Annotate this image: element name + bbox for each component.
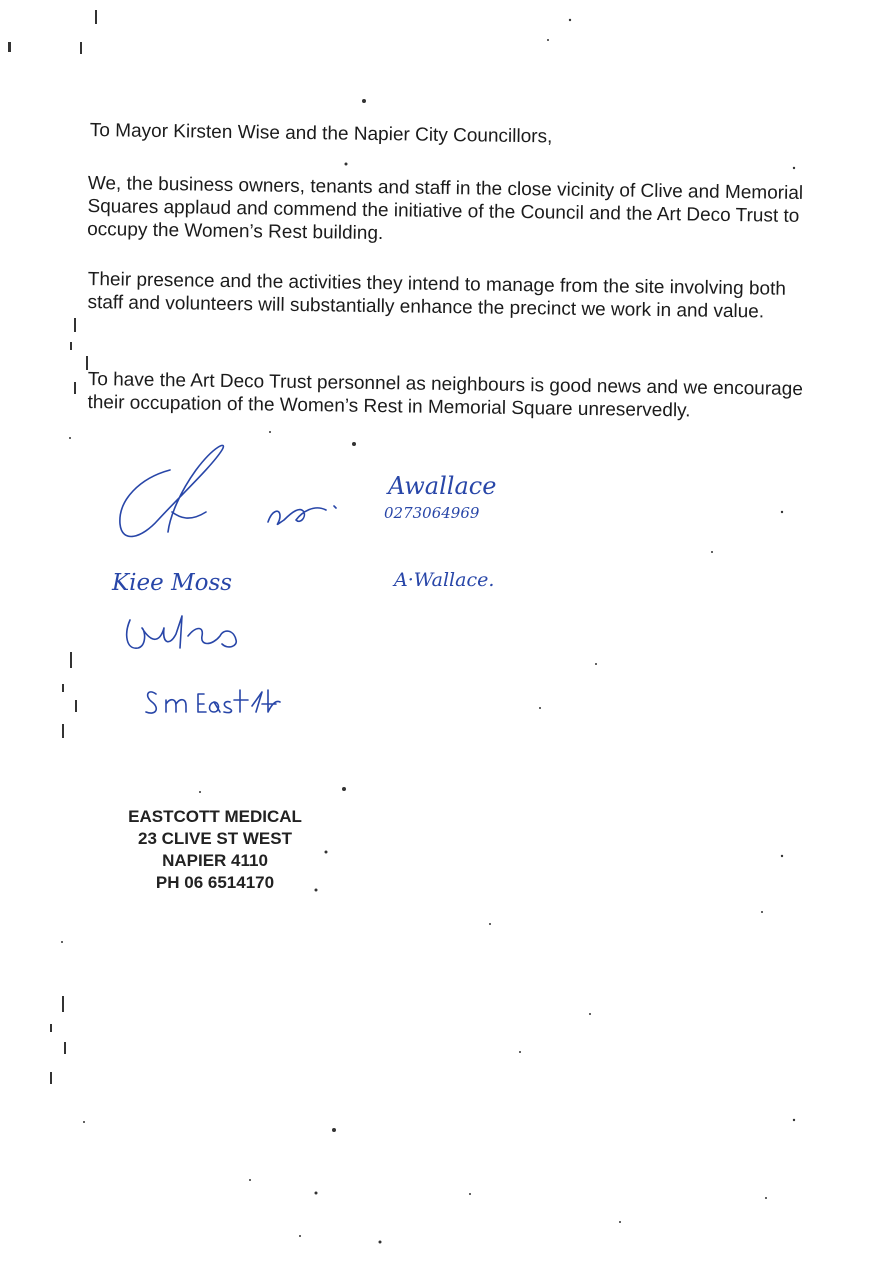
stamp-phone: PH 06 6514170 xyxy=(155,873,275,892)
letter-salutation: To Mayor Kirsten Wise and the Napier City Councillors, xyxy=(89,120,553,148)
signature-initials xyxy=(268,506,336,524)
stamp-company-name: EASTCOTT MEDICAL xyxy=(128,807,302,826)
signature-loop xyxy=(120,445,224,536)
company-stamp xyxy=(100,806,330,894)
signature-moss: Kiee Moss xyxy=(112,570,233,596)
letter-paragraph-2: Their presence and the activities they intend to manage from the site involving both staff and volunteers will substantially enhance the precinct we work in and value. xyxy=(87,268,787,323)
stamp-street: 23 CLIVE ST WEST xyxy=(138,829,292,848)
letter-paragraph-3: To have the Art Deco Trust personnel as neighbours is good news and we encourage their occupation of the Women’s Rest in Memorial Square unreservedly. xyxy=(87,368,803,422)
letter-paragraph-1: We, the business owners, tenants and staff in the close vicinity of Clive and Memorial Squares applaud and commend the initiative of the Council and the Art Deco Trust to occupy the Women’s Rest building. xyxy=(87,172,804,245)
signature-scribble xyxy=(127,616,237,648)
stamp-city: NAPIER 4110 xyxy=(162,851,268,870)
signature-eastcott xyxy=(146,690,280,713)
handwritten-phone-number: 0273064969 xyxy=(384,504,480,522)
signature-wallace: Awallace xyxy=(388,472,497,500)
printed-name-wallace: A·Wallace. xyxy=(394,569,495,591)
